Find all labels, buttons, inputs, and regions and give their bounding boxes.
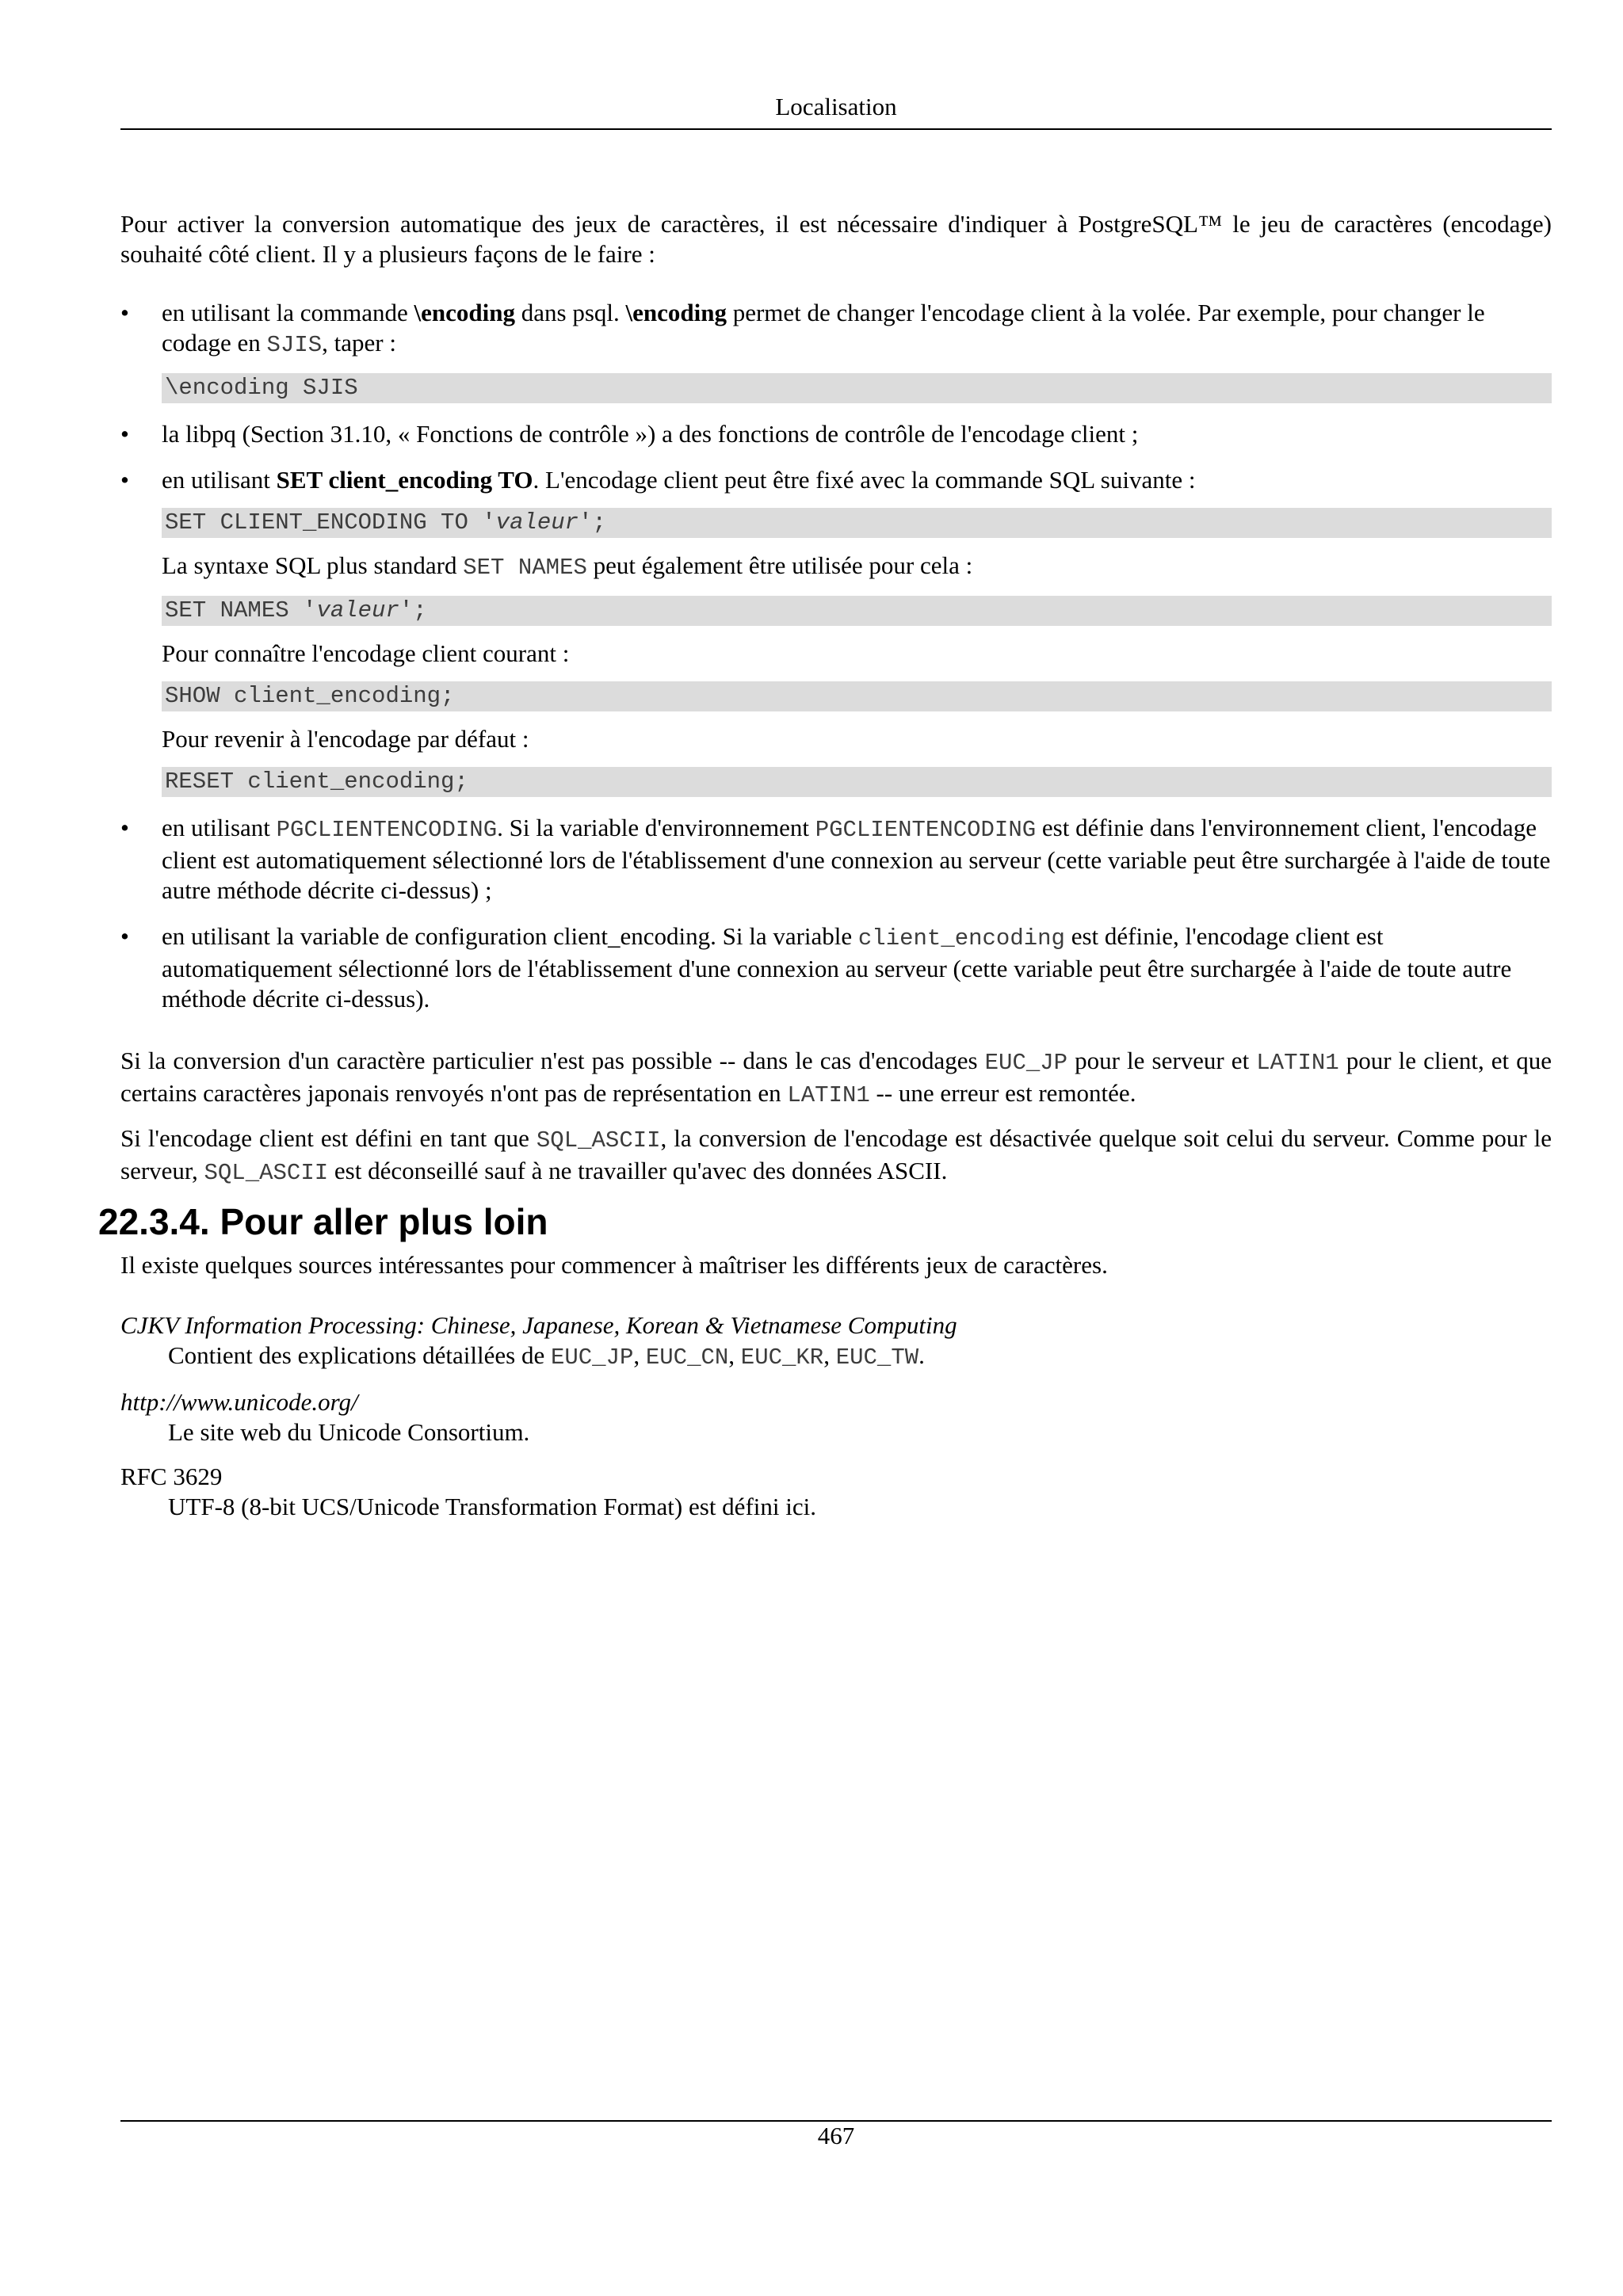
list-item-libpq bbox=[120, 419, 1552, 449]
code-block: \encoding SJIS bbox=[162, 373, 1552, 403]
bullet-icon: • bbox=[120, 922, 129, 950]
list-item-text bbox=[162, 551, 1552, 583]
inline-code: EUC_KR bbox=[740, 1344, 824, 1371]
list-item-text bbox=[162, 921, 1552, 1014]
list-item-text bbox=[162, 465, 1552, 495]
bullet-icon: • bbox=[120, 814, 129, 841]
code-block bbox=[162, 508, 1552, 538]
text-run: pour le serveur et bbox=[1067, 1047, 1257, 1074]
text-run: Si la conversion d'un caractère particulier n'est pas possible -- dans le cas d'encodages bbox=[120, 1047, 985, 1074]
text-run: en utilisant la commande bbox=[162, 299, 414, 326]
page-content bbox=[98, 209, 1552, 1536]
text-run: . L'encodage client peut être fixé avec la commande SQL suivante : bbox=[533, 466, 1196, 494]
command-name: \encoding bbox=[625, 299, 727, 326]
text-run: , la conversion de l'encodage est désactivée quelque soit celui du serveur. Comme pour le serveur, bbox=[120, 1124, 1552, 1184]
code-placeholder: valeur bbox=[495, 509, 579, 536]
inline-code: SJIS bbox=[266, 332, 323, 358]
code-block: RESET client_encoding; bbox=[162, 767, 1552, 797]
code-text: SET CLIENT_ENCODING TO ' bbox=[165, 509, 496, 536]
code-text: '; bbox=[579, 509, 606, 536]
inline-code: PGCLIENTENCODING bbox=[276, 817, 498, 843]
inline-code: EUC_JP bbox=[550, 1344, 634, 1371]
code-text: '; bbox=[399, 597, 427, 624]
inline-code: client_encoding bbox=[857, 925, 1065, 952]
section-heading: 22.3.4. Pour aller plus loin bbox=[98, 1201, 548, 1242]
code-text: SET NAMES ' bbox=[165, 597, 317, 624]
text-run: -- une erreur est remontée. bbox=[869, 1079, 1136, 1107]
command-name: SET client_encoding TO bbox=[276, 466, 533, 494]
text-run: est définie dans l'environnement client, l'encodage client est automatiquement sélectionné lors de l'établissement d'une connexion au serveur (cette variable peut être surchargée à l'aide de toute autre méthode décrite ci-dessus) ; bbox=[162, 814, 1551, 904]
reference-title: RFC 3629 bbox=[120, 1463, 223, 1490]
text-run: Contient des explications détaillées de bbox=[168, 1341, 551, 1369]
inline-code: LATIN1 bbox=[1256, 1050, 1339, 1076]
inline-code: SET NAMES bbox=[463, 555, 587, 581]
header-rule bbox=[120, 128, 1552, 130]
references-list bbox=[120, 1310, 1552, 1522]
text-run: La syntaxe SQL plus standard bbox=[162, 551, 464, 579]
intro-paragraph: Pour activer la conversion automatique des jeux de caractères, il est nécessaire d'indiquer à PostgreSQL™ le jeu de caractères (encodage) souhaité côté client. Il y a plusieurs façons de le faire : bbox=[120, 210, 1552, 268]
list-item-pgclientencoding bbox=[120, 813, 1552, 906]
inline-code: EUC_TW bbox=[835, 1344, 919, 1371]
list-item-text: Pour connaître l'encodage client courant : bbox=[162, 639, 570, 667]
conversion-error-paragraph bbox=[120, 1046, 1552, 1111]
running-header: Localisation bbox=[775, 93, 897, 120]
list-item-text: la libpq (Section 31.10, « Fonctions de contrôle ») a des fonctions de contrôle de l'encodage client ; bbox=[162, 420, 1139, 448]
code-block: SHOW client_encoding; bbox=[162, 681, 1552, 711]
inline-code: EUC_CN bbox=[645, 1344, 729, 1371]
text-run: . Si la variable d'environnement bbox=[497, 814, 815, 841]
text-run: . bbox=[918, 1341, 925, 1369]
text-run: en utilisant bbox=[162, 466, 277, 494]
command-name: \encoding bbox=[414, 299, 515, 326]
text-run: est déconseillé sauf à ne travailler qu'avec des données ASCII. bbox=[328, 1157, 948, 1184]
text-run: peut également être utilisée pour cela : bbox=[586, 551, 973, 579]
text-run: en utilisant la variable de configuration client_encoding. Si la variable bbox=[162, 922, 858, 950]
bullet-icon: • bbox=[120, 299, 129, 326]
inline-code: SQL_ASCII bbox=[204, 1160, 329, 1186]
code-block bbox=[162, 596, 1552, 626]
inline-code: LATIN1 bbox=[787, 1082, 870, 1108]
code-placeholder: valeur bbox=[316, 597, 399, 624]
text-run: permet de changer l'encodage client à la volée. Par exemple, pour changer le codage en bbox=[162, 299, 1485, 357]
encoding-methods-list bbox=[120, 298, 1552, 1014]
list-item-config-variable bbox=[120, 921, 1552, 1014]
reference-description: UTF-8 (8-bit UCS/Unicode Transformation Format) est défini ici. bbox=[168, 1493, 816, 1520]
list-item-text bbox=[162, 813, 1552, 906]
text-run: dans psql. bbox=[515, 299, 626, 326]
text-run: est définie, l'encodage client est automatiquement sélectionné lors de l'établissement d'une connexion au serveur (cette variable peut être surchargée à l'aide de toute autre méthode décrite ci-dessus). bbox=[162, 922, 1512, 1013]
text-run: pour le client, et que certains caractères japonais renvoyés n'ont pas de représentation en bbox=[120, 1047, 1552, 1107]
reference-title: CJKV Information Processing: Chinese, Japanese, Korean & Vietnamese Computing bbox=[120, 1311, 957, 1339]
inline-code: EUC_JP bbox=[984, 1050, 1068, 1076]
inline-code: PGCLIENTENCODING bbox=[815, 817, 1037, 843]
sql-ascii-paragraph bbox=[120, 1123, 1552, 1188]
reference-link[interactable]: http://www.unicode.org/ bbox=[120, 1388, 358, 1416]
page-number: 467 bbox=[817, 2122, 855, 2149]
bullet-icon: • bbox=[120, 420, 129, 448]
section-intro: Il existe quelques sources intéressantes pour commencer à maîtriser les différents jeux de caractères. bbox=[120, 1251, 1108, 1279]
text-run: Si l'encodage client est défini en tant que bbox=[120, 1124, 537, 1152]
text-run: , taper : bbox=[322, 329, 396, 357]
reference-description: Le site web du Unicode Consortium. bbox=[168, 1418, 530, 1446]
list-item-set-client-encoding bbox=[120, 465, 1552, 797]
text-run: , bbox=[633, 1341, 646, 1369]
text-run: , bbox=[823, 1341, 836, 1369]
text-run: en utilisant bbox=[162, 814, 277, 841]
list-item-text bbox=[162, 298, 1552, 360]
text-run: , bbox=[728, 1341, 741, 1369]
list-item-encoding-command bbox=[120, 298, 1552, 403]
reference-description bbox=[168, 1341, 1552, 1373]
bullet-icon: • bbox=[120, 466, 129, 494]
inline-code: SQL_ASCII bbox=[536, 1127, 661, 1154]
list-item-text: Pour revenir à l'encodage par défaut : bbox=[162, 725, 529, 753]
